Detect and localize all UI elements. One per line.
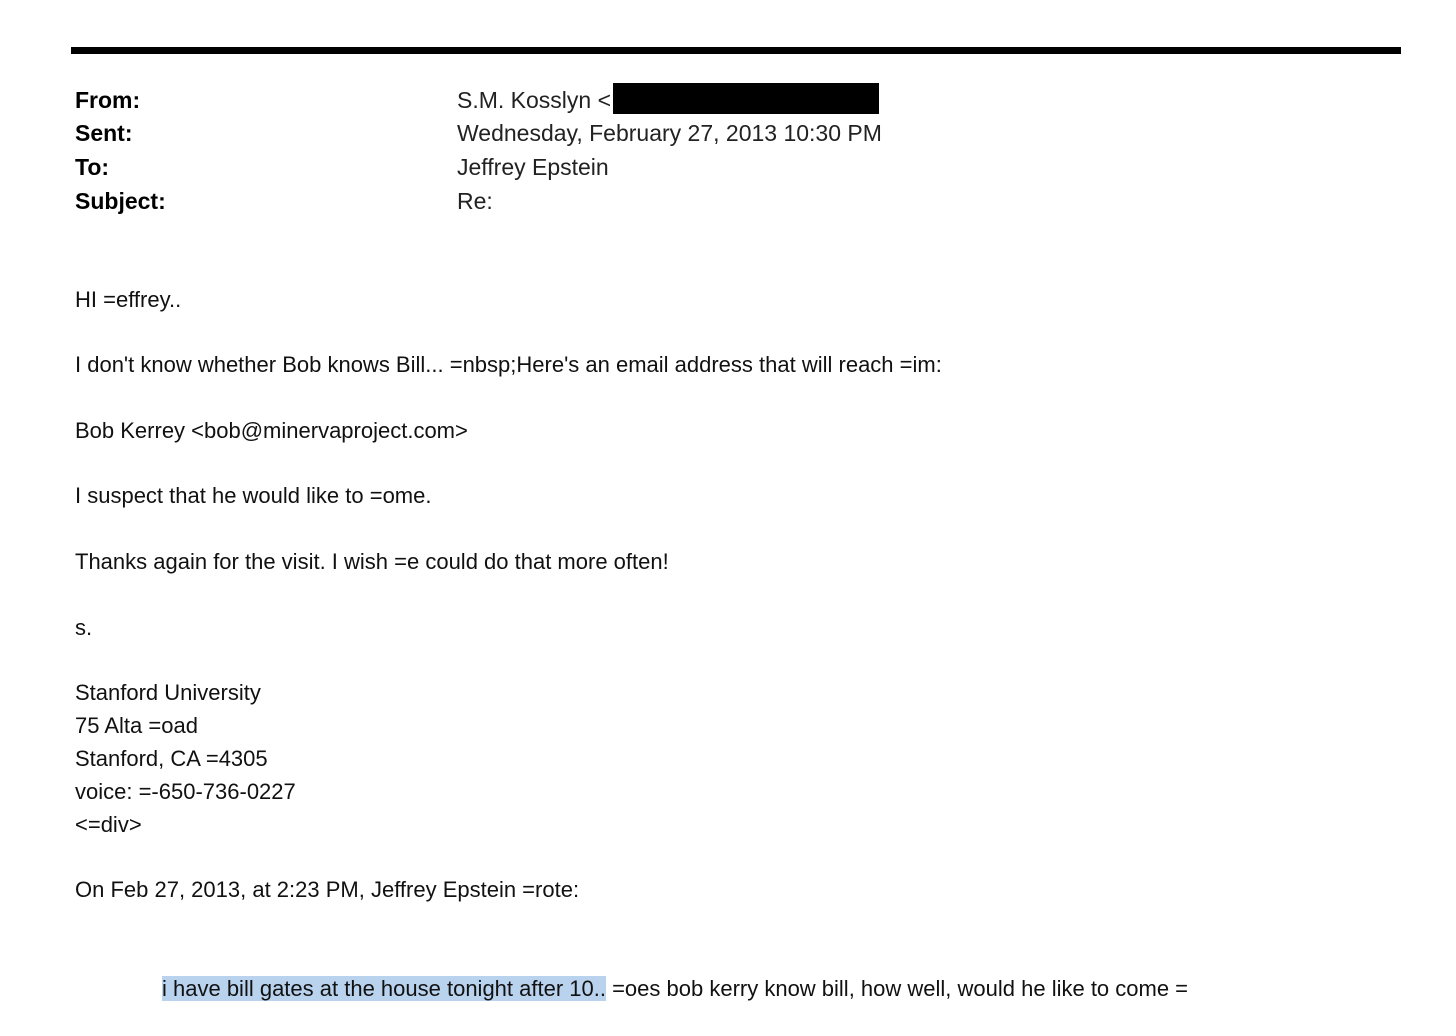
header-from-row (75, 83, 1375, 117)
to-label: To: (75, 154, 110, 180)
subject-label: Subject: (75, 188, 166, 214)
body-line-1: I don't know whether Bob knows Bill... =nbsp;Here's an email address that will reach =im: (75, 352, 942, 377)
header-to-row (75, 150, 1375, 184)
from-value (457, 83, 879, 117)
subject-value: Re: (457, 188, 493, 214)
header-sent-row (75, 116, 1375, 150)
quoted-message-rest: =oes bob kerry know bill, how well, would he like to come = (605, 976, 1189, 1001)
highlighted-text: i have bill gates at the house tonight after 10.. (162, 976, 606, 1001)
redaction-block (613, 83, 879, 114)
header-subject-row (75, 184, 1375, 218)
from-label: From: (75, 87, 141, 113)
header-top-rule (71, 47, 1401, 54)
body-line-4: Thanks again for the visit. I wish =e could do that more often! (75, 549, 669, 574)
signature-city: Stanford, CA =4305 (75, 746, 268, 771)
signature-div: <=div> (75, 812, 142, 837)
quoted-message (162, 972, 1188, 1005)
to-value: Jeffrey Epstein (457, 154, 609, 180)
signature-street: 75 Alta =oad (75, 713, 198, 738)
body-line-2: Bob Kerrey <bob@minervaproject.com> (75, 418, 468, 443)
signature-voice: voice: =-650-736-0227 (75, 779, 296, 804)
quote-intro: On Feb 27, 2013, at 2:23 PM, Jeffrey Epstein =rote: (75, 877, 580, 902)
body-greeting: HI =effrey.. (75, 287, 182, 312)
sent-label: Sent: (75, 120, 133, 146)
signature-org: Stanford University (75, 680, 261, 705)
body-line-3: I suspect that he would like to =ome. (75, 483, 432, 508)
body-signoff: s. (75, 615, 93, 640)
from-sender: S.M. Kosslyn < (457, 87, 612, 113)
sent-value: Wednesday, February 27, 2013 10:30 PM (457, 120, 882, 146)
